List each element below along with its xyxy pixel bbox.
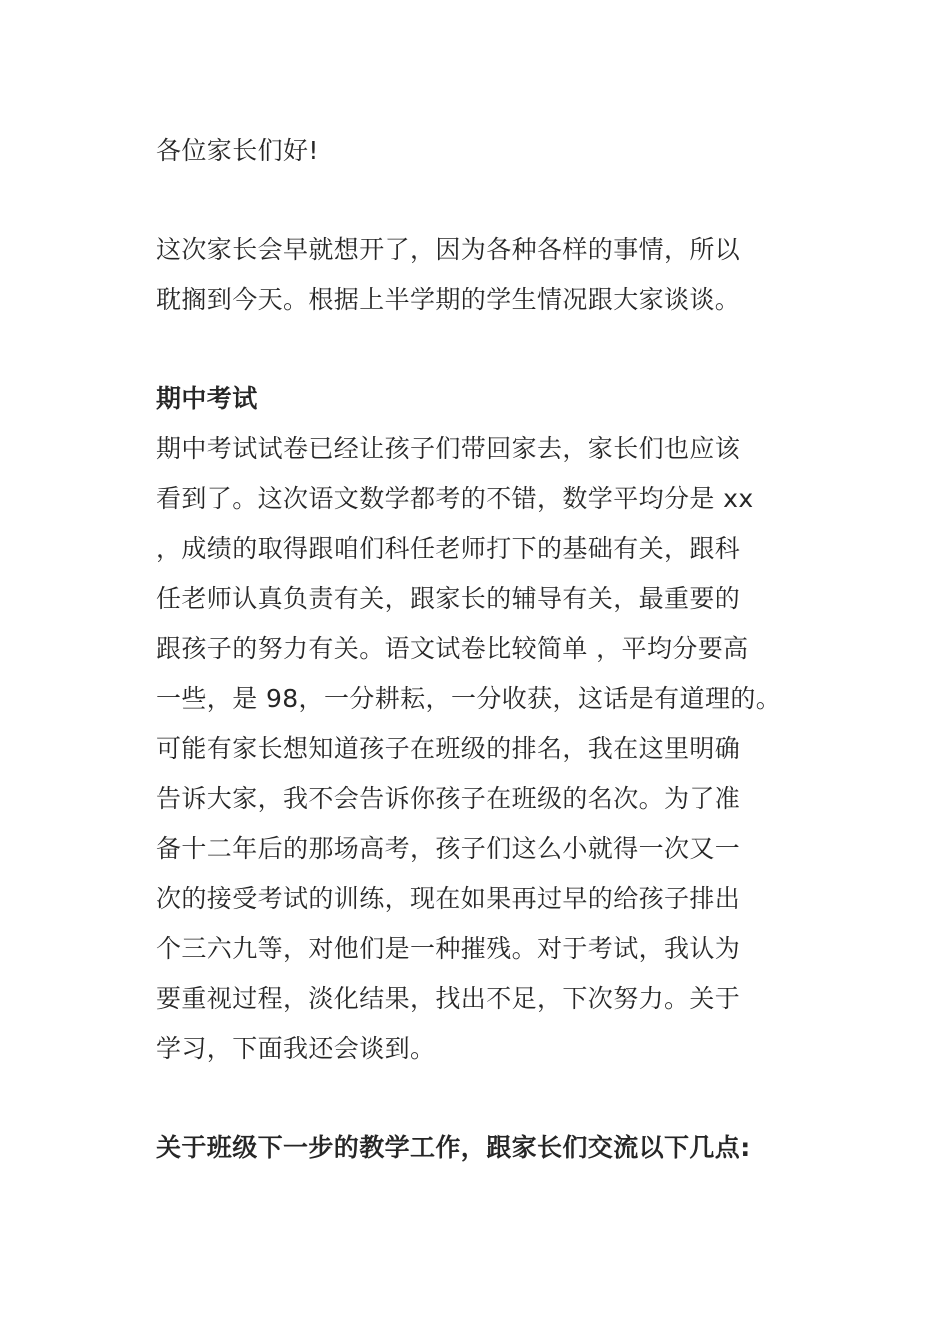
body-line: ，成绩的取得跟咱们科任老师打下的基础有关，跟科 — [156, 534, 741, 563]
body-line: 任老师认真负责有关，跟家长的辅导有关，最重要的 — [156, 584, 741, 613]
intro-line: 这次家长会早就想开了，因为各种各样的事情，所以 — [156, 235, 741, 264]
body-line: 要重视过程，淡化结果，找出不足，下次努力。关于 — [156, 984, 741, 1013]
section-heading: 期中考试 — [156, 384, 258, 413]
body-line: 学习，下面我还会谈到。 — [156, 1034, 436, 1063]
body-line: 期中考试试卷已经让孩子们带回家去，家长们也应该 — [156, 434, 741, 463]
body-line: 看到了。这次语文数学都考的不错，数学平均分是 xx — [156, 484, 754, 513]
body-line: 可能有家长想知道孩子在班级的排名，我在这里明确 — [156, 734, 741, 763]
body-line: 备十二年后的那场高考，孩子们这么小就得一次又一 — [156, 834, 741, 863]
body-line: 跟孩子的努力有关。语文试卷比较简单 ，平均分要高 — [156, 634, 749, 663]
body-line: 个三六九等，对他们是一种摧残。对于考试，我认为 — [156, 934, 741, 963]
greeting-line: 各位家长们好! — [156, 136, 319, 165]
closing-heading: 关于班级下一步的教学工作，跟家长们交流以下几点: — [156, 1133, 751, 1162]
intro-line: 耽搁到今天。根据上半学期的学生情况跟大家谈谈。 — [156, 285, 741, 314]
body-line: 次的接受考试的训练，现在如果再过早的给孩子排出 — [156, 884, 741, 913]
body-line: 一些，是 98，一分耕耘，一分收获，这话是有道理的。 — [156, 684, 782, 713]
body-line: 告诉大家，我不会告诉你孩子在班级的名次。为了准 — [156, 784, 741, 813]
